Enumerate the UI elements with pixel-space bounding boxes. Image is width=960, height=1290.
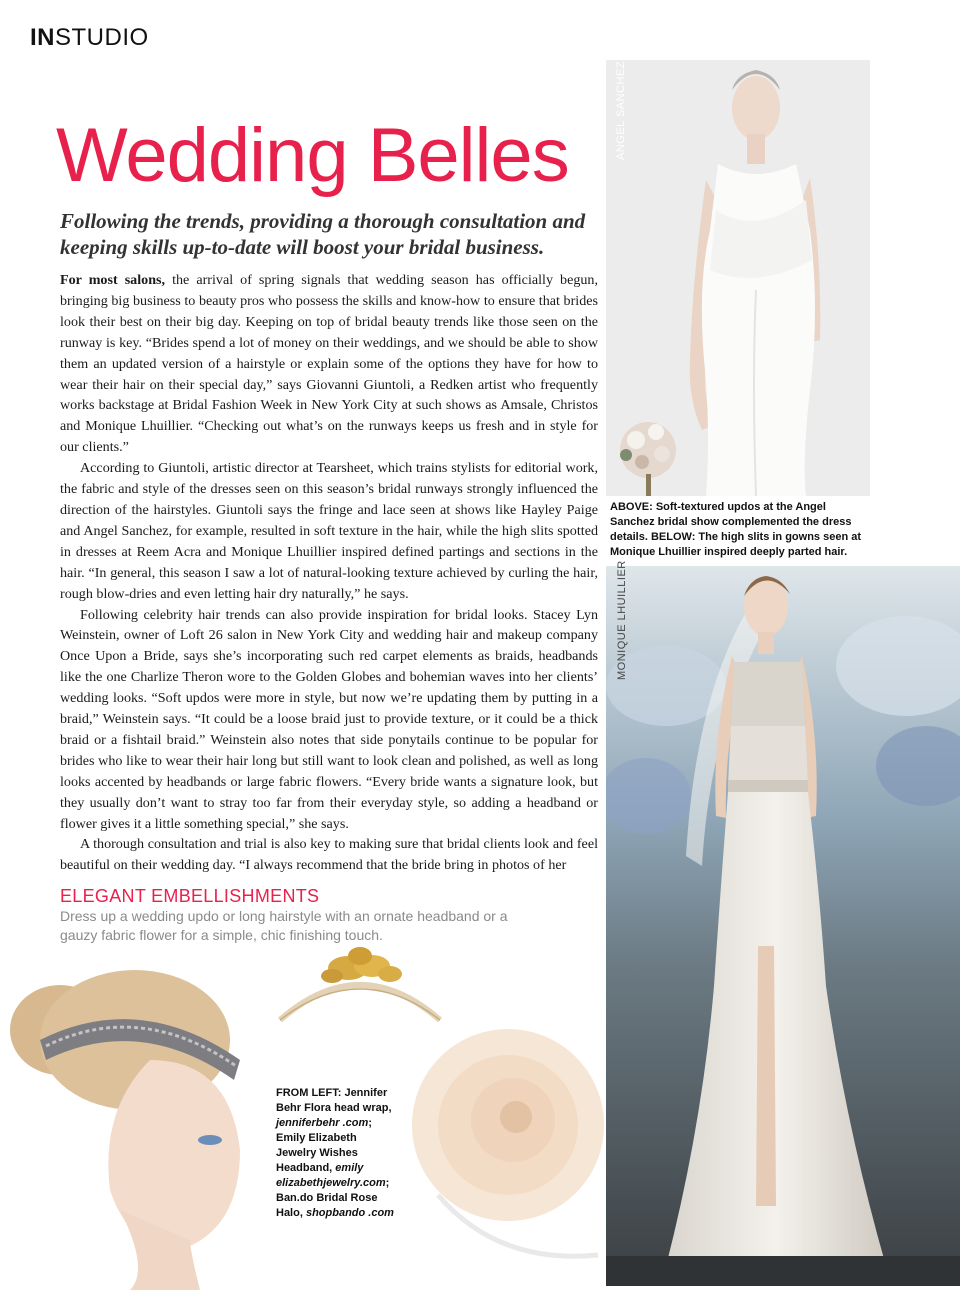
body-paragraph — [60, 270, 598, 458]
caption-label: FROM LEFT: — [276, 1087, 342, 1099]
section-label-rest: STUDIO — [55, 24, 149, 51]
article-body — [60, 270, 598, 876]
caption-part: jenniferbehr .com — [276, 1117, 369, 1129]
caption-below-label: BELOW: — [650, 531, 696, 543]
photo-caption — [610, 500, 870, 560]
article-title: Wedding Belles — [56, 113, 569, 198]
caption-part: emily elizabethjewelry.com — [276, 1162, 386, 1189]
runway-photo-monique-lhuillier — [606, 566, 960, 1286]
paragraph-text: the arrival of spring signals that wedding season has officially begun, bringing big business to beauty pros who possess the skills and know-how to ensure that brides look their best on their big day. Keeping on top of bridal beauty trends like those seen on the runway is key. “Brides spend a lot of money on their weddings, and we should be able to show them an updated version of a hairstyle or explain some of the options they have for how to wear their hair on their special day,” says Giovanni Giuntoli, a Redken artist who frequently works backstage at Bridal Fashion Week in New York City at such shows as Amsale, Christos and Monique Lhuillier. “Checking out what’s on the runways keeps us fresh and in style for our clients.” — [60, 272, 598, 456]
runway-photo-angel-sanchez-illustration — [606, 60, 870, 496]
runway-photo-angel-sanchez — [606, 60, 870, 496]
body-paragraph: A thorough consultation and trial is also key to making sure that bridal clients look and feel beautiful on their wedding day. “I always recommend that the bride bring in photos of her — [60, 836, 598, 874]
section-label-bold: IN — [30, 24, 55, 51]
body-paragraph: According to Giuntoli, artistic director at Tearsheet, which trains stylists for editorial work, the fabric and style of the dresses seen on this season’s bridal runways strongly influenced the direction of the hairstyles. Giuntoli says the fringe and lace seen at shows like Hayley Paige and Angel Sanchez, for example, resulted in soft texture in the hair, while the high slits spotted in dresses at Reem Acra and Monique Lhuillier inspired defined partings and sections in the hair. “In general, this season I saw a lot of natural-looking texture achieved by curling the hair, rough blow-dries and even letting hair dry naturally,” he says. — [60, 460, 598, 602]
caption-part: shopbando .com — [305, 1207, 394, 1219]
sidebar-intro: Dress up a wedding updo or long hairstyle with an ornate headband or a gauzy fabric flower for a simple, chic finishing touch. — [60, 908, 508, 943]
section-label — [30, 24, 149, 52]
sidebar-heading: ELEGANT EMBELLISHMENTS — [60, 886, 320, 906]
photo-credit-monique-lhuillier: MONIQUE LHUILLIER — [616, 560, 628, 680]
caption-part: Jennifer Behr Flora head wrap, — [276, 1087, 392, 1114]
runway-photo-monique-lhuillier-illustration — [606, 566, 960, 1286]
lead-in: For most salons, — [60, 272, 166, 288]
body-paragraph: Following celebrity hair trends can also provide inspiration for bridal looks. Stacey Lyn Weinstein, owner of Loft 26 salon in New York City and wedding hair and makeup company Once Upon a Bride, says she’s incorporating such red carpet elements as braids, headbands like the one Charlize Theron wore to the Golden Globes and bohemian waves into her clients’ wedding looks. “Soft updos were more in style, but now we’re updating them by putting in a braid,” Weinstein says. “It could be a loose braid just to provide texture, or it could be a thick braid or a fishtail braid.” Weinstein also notes that side ponytails continue to be popular for brides who like to wear their hair long but still want to look clean and polished, as well as long looks accented by headbands or large fabric flowers. “Every bride wants a signature look, but they usually don’t want to stray too far from their everyday style, so adding a headband or flower gives it a little something special,” she says. — [60, 606, 598, 832]
rose-halo-illustration — [398, 1015, 618, 1275]
model-headwrap-illustration — [0, 950, 270, 1290]
caption-part: ; Ban.do Bridal Rose Halo, — [276, 1177, 390, 1219]
rose-halo-photo — [398, 1015, 618, 1275]
article-deck: Following the trends, providing a thorough consultation and keeping skills up-to-date will boost your bridal business. — [60, 209, 586, 259]
model-headwrap-photo — [0, 950, 270, 1290]
caption-below-text: The high slits in gowns seen at Monique Lhuillier inspired deeply parted hair. — [610, 531, 862, 558]
photo-credit-angel-sanchez: ANGEL SANCHEZ — [615, 60, 627, 160]
caption-above-text: Soft-textured updos at the Angel Sanchez bridal show complemented the dress details. — [610, 501, 852, 543]
sidebar-caption — [276, 1086, 398, 1221]
caption-above-label: ABOVE: — [610, 501, 653, 513]
caption-part: ; Emily Elizabeth Jewelry Wishes Headband, — [276, 1117, 372, 1174]
